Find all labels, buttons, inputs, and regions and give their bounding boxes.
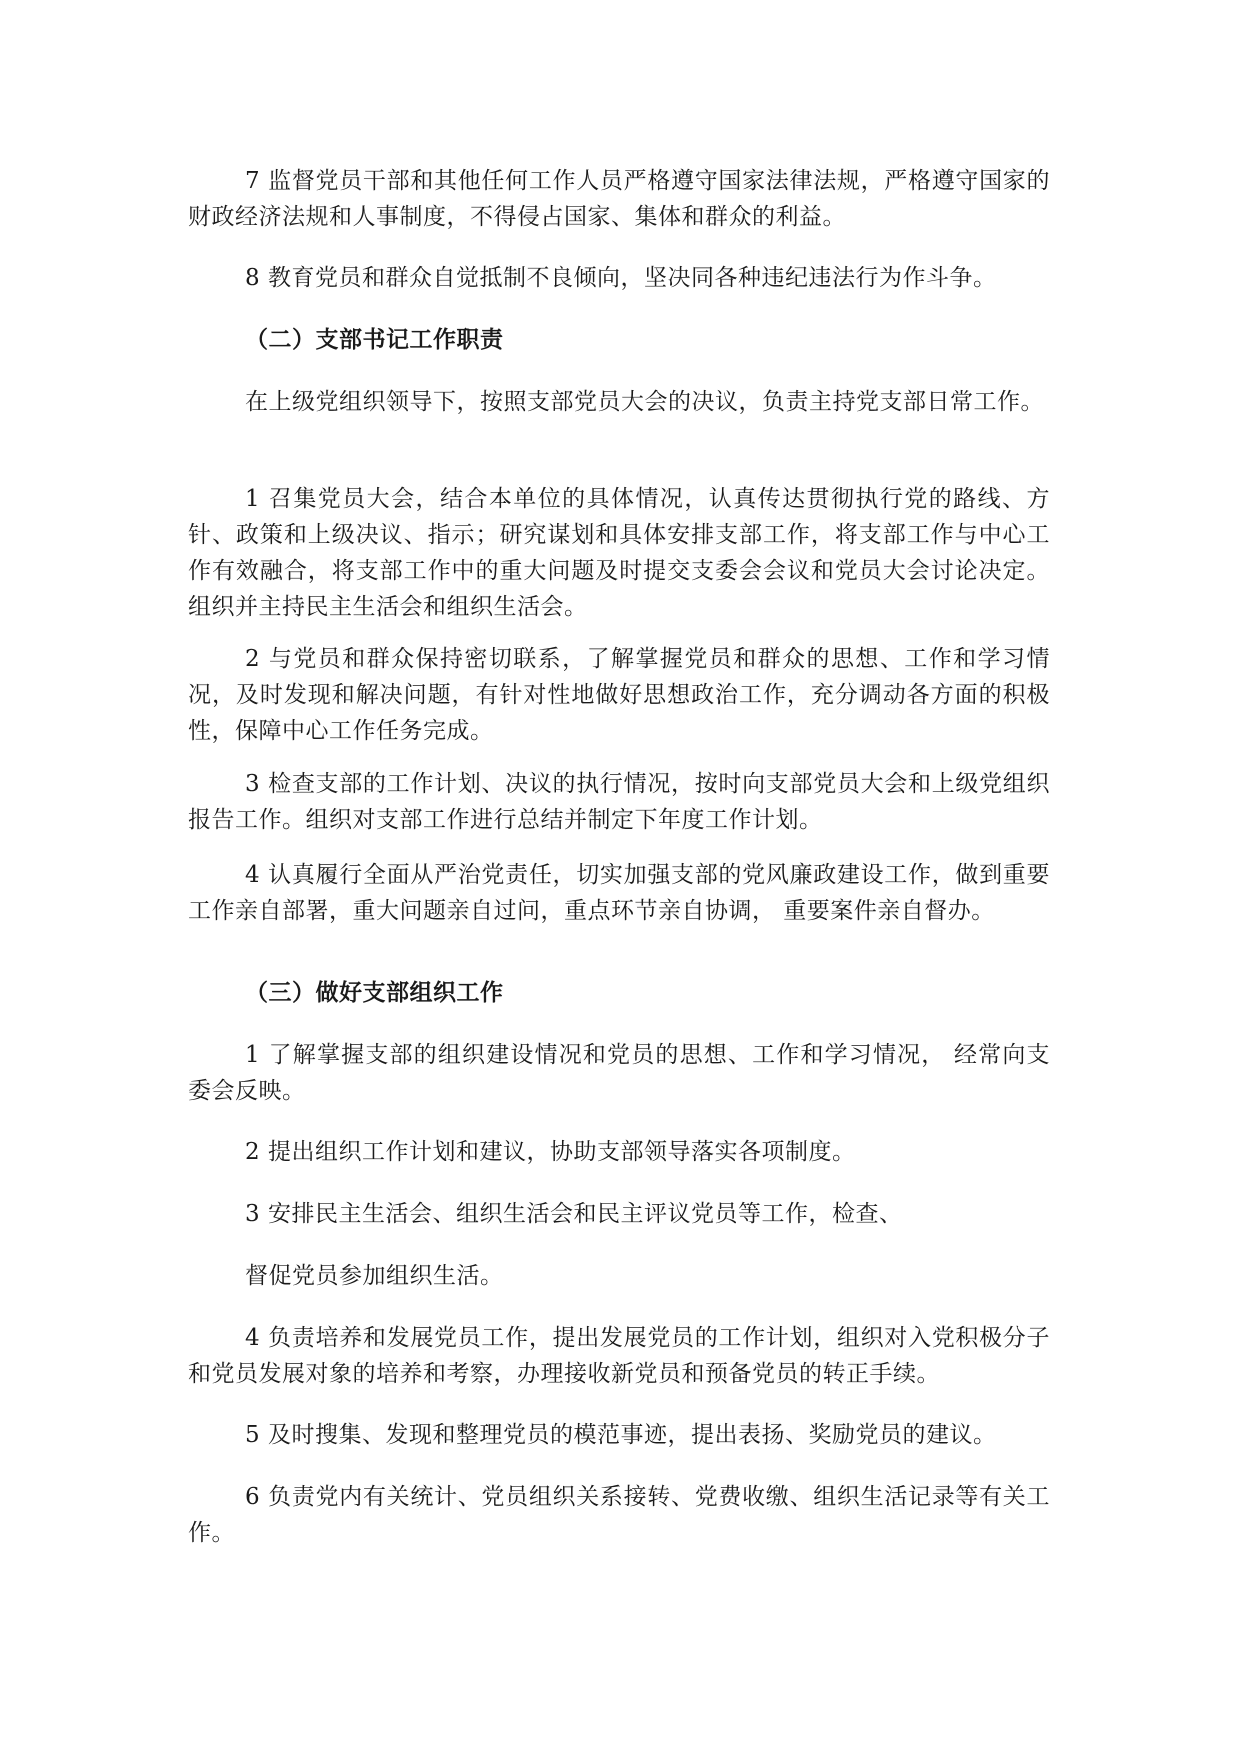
paragraph-org-1: 1 了解掌握支部的组织建设情况和党员的思想、工作和学习情况， 经常向支委会反映。	[188, 1042, 1050, 1104]
paragraph-org-2: 2 提出组织工作计划和建议，协助支部领导落实各项制度。	[245, 1139, 856, 1165]
paragraph-intro: 在上级党组织领导下，按照支部党员大会的决议，负责主持党支部日常工作。	[245, 389, 1044, 415]
paragraph-item-8: 8 教育党员和群众自觉抵制不良倾向，坚决同各种违纪违法行为作斗争。	[245, 265, 997, 291]
paragraph-item-2: 2 与党员和群众保持密切联系，了解掌握党员和群众的思想、工作和学习情况，及时发现和解决问题，有针对性地做好思想政治工作，充分调动各方面的积极性，保障中心工作任务完成。	[188, 646, 1050, 744]
paragraph-org-6: 6 负责党内有关统计、党员组织关系接转、党费收缴、组织生活记录等有关工作。	[188, 1484, 1050, 1546]
paragraph-item-4: 4 认真履行全面从严治党责任，切实加强支部的党风廉政建设工作，做到重要工作亲自部署，重大问题亲自过问，重点环节亲自协调， 重要案件亲自督办。	[188, 862, 1050, 924]
section-heading-2: （二）支部书记工作职责	[245, 327, 504, 353]
paragraph-item-1: 1 召集党员大会，结合本单位的具体情况，认真传达贯彻执行党的路线、方针、政策和上级决议、指示；研究谋划和具体安排支部工作，将支部工作与中心工作有效融合，将支部工作中的重大问题及时提交支委会会议和党员大会讨论决定。组织并主持民主生活会和组织生活会。	[188, 486, 1050, 620]
paragraph-item-3: 3 检查支部的工作计划、决议的执行情况，按时向支部党员大会和上级党组织报告工作。组织对支部工作进行总结并制定下年度工作计划。	[188, 771, 1050, 833]
paragraph-item-7: 7 监督党员干部和其他任何工作人员严格遵守国家法律法规，严格遵守国家的财政经济法规和人事制度，不得侵占国家、集体和群众的利益。	[188, 168, 1050, 230]
paragraph-org-3: 3 安排民主生活会、组织生活会和民主评议党员等工作，检查、	[245, 1201, 903, 1227]
paragraph-org-3-cont: 督促党员参加组织生活。	[245, 1263, 504, 1289]
paragraph-org-4: 4 负责培养和发展党员工作，提出发展党员的工作计划，组织对入党积极分子和党员发展对象的培养和考察，办理接收新党员和预备党员的转正手续。	[188, 1325, 1050, 1387]
paragraph-org-5: 5 及时搜集、发现和整理党员的模范事迹，提出表扬、奖励党员的建议。	[245, 1422, 997, 1448]
section-heading-3: （三）做好支部组织工作	[245, 980, 504, 1006]
